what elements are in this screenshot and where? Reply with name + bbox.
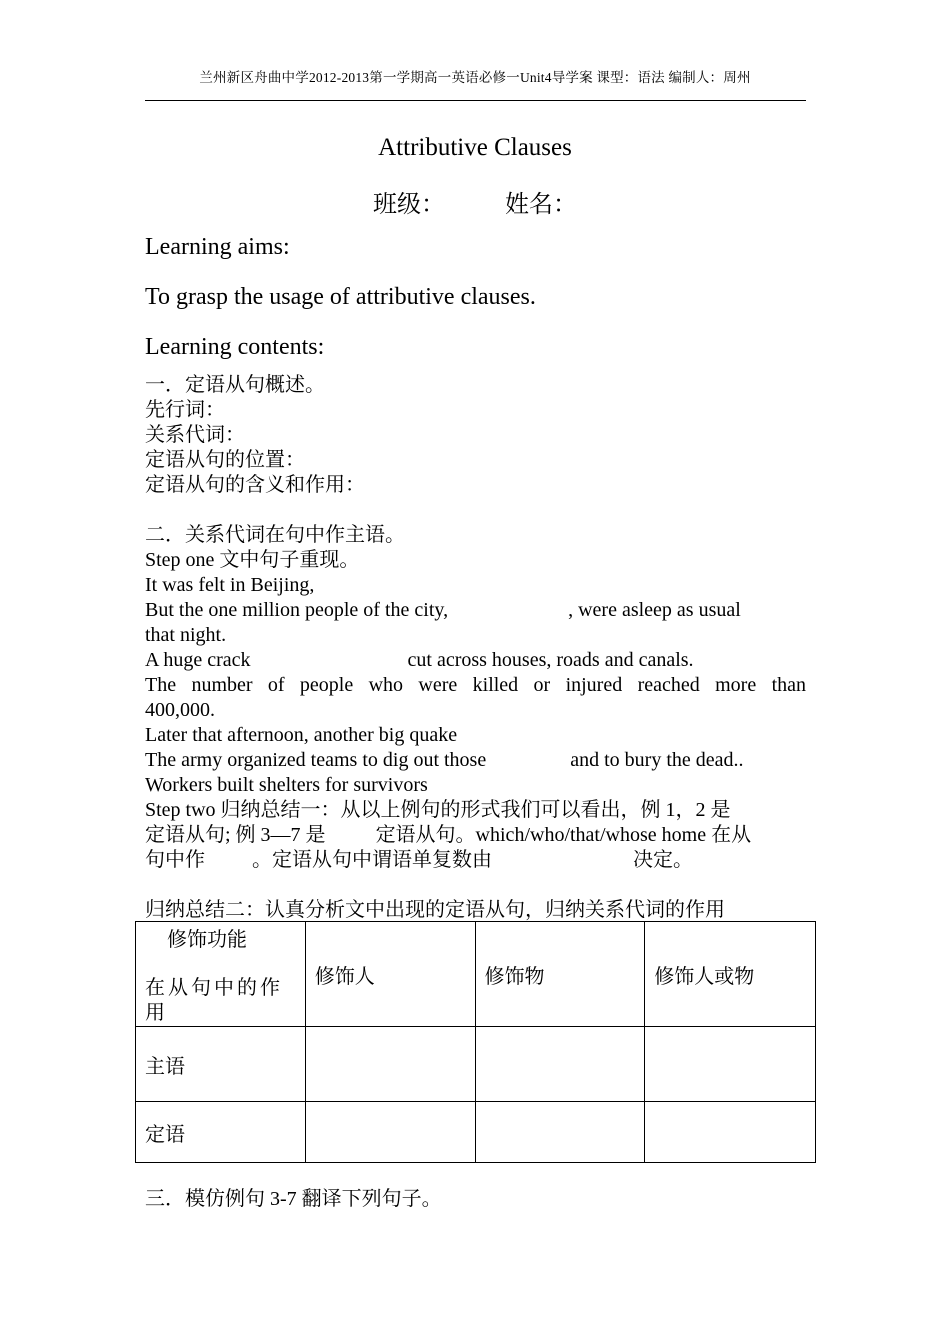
step-two-line-1: Step two 归纳总结一：从以上例句的形式我们可以看出，例 1，2 是 — [145, 799, 731, 821]
table-row — [136, 1027, 816, 1102]
section1-item: 先行词： — [145, 399, 225, 421]
section1-item: 定语从句的含义和作用： — [145, 474, 365, 496]
row-label: 定语 — [136, 1102, 306, 1163]
document-title: Attributive Clauses — [378, 134, 572, 161]
aims-heading: Learning aims: — [145, 234, 290, 260]
column-header: 修饰物 — [475, 922, 645, 1027]
row-label: 主语 — [136, 1027, 306, 1102]
name-label: 姓名： — [505, 192, 577, 218]
section1-item: 定语从句的位置： — [145, 449, 305, 471]
section2-heading: 二．关系代词在句中作主语。 — [145, 524, 405, 546]
header-rule — [145, 100, 806, 101]
section1-item: 关系代词： — [145, 424, 245, 446]
section1-heading: 一．定语从句概述。 — [145, 374, 325, 396]
column-header: 修饰人 — [305, 922, 475, 1027]
page-header: 兰州新区舟曲中学2012-2013第一学期高一英语必修一Unit4导学案 课型：语法 编制人：周州 — [199, 70, 751, 85]
corner-top-label: 修饰功能 — [167, 929, 247, 951]
relative-pronoun-table — [135, 921, 816, 1163]
example-sentence-3: A huge crack cut across houses, roads and canals. — [145, 649, 694, 671]
example-sentence-4-cont: 400,000. — [145, 699, 215, 721]
table-corner-cell — [136, 922, 306, 1027]
answer-cell[interactable] — [305, 1102, 475, 1163]
answer-cell[interactable] — [305, 1027, 475, 1102]
column-header: 修饰人或物 — [645, 922, 816, 1027]
section2 — [145, 523, 806, 923]
answer-cell[interactable] — [645, 1027, 816, 1102]
answer-cell[interactable] — [475, 1102, 645, 1163]
example-sentence-2: But the one million people of the city, , were asleep as usual — [145, 599, 741, 621]
example-sentence-5: Later that afternoon, another big quake — [145, 724, 458, 746]
table-header-row — [136, 922, 816, 1027]
table-row — [136, 1102, 816, 1163]
aims-text: To grasp the usage of attributive clauses. — [145, 284, 536, 310]
step-one-heading: Step one 文中句子重现。 — [145, 549, 360, 571]
example-sentence-2-cont: that night. — [145, 624, 227, 646]
class-name-line — [145, 184, 805, 219]
answer-cell[interactable] — [645, 1102, 816, 1163]
section3-heading: 三．模仿例句 3-7 翻译下列句子。 — [145, 1188, 442, 1210]
example-sentence-4: The number of people who were killed or injured reached more than — [145, 674, 806, 696]
class-label: 班级： — [373, 192, 445, 218]
example-sentence-1: It was felt in Beijing, — [145, 574, 315, 596]
contents-heading: Learning contents: — [145, 334, 325, 360]
step-two-line-3: 句中作 。定语从句中谓语单复数由 决定。 — [145, 849, 693, 871]
step-two-line-2: 定语从句; 例 3—7 是 定语从句。which/who/that/whose home 在从 — [145, 824, 752, 846]
summary-two: 归纳总结二：认真分析文中出现的定语从句，归纳关系代词的作用 — [145, 899, 725, 921]
example-sentence-7: Workers built shelters for survivors — [145, 774, 428, 796]
answer-cell[interactable] — [475, 1027, 645, 1102]
example-sentence-6: The army organized teams to dig out those and to bury the dead.. — [145, 749, 744, 771]
section1 — [145, 373, 806, 498]
corner-bottom-label: 在从句中的作用 — [145, 977, 283, 1024]
